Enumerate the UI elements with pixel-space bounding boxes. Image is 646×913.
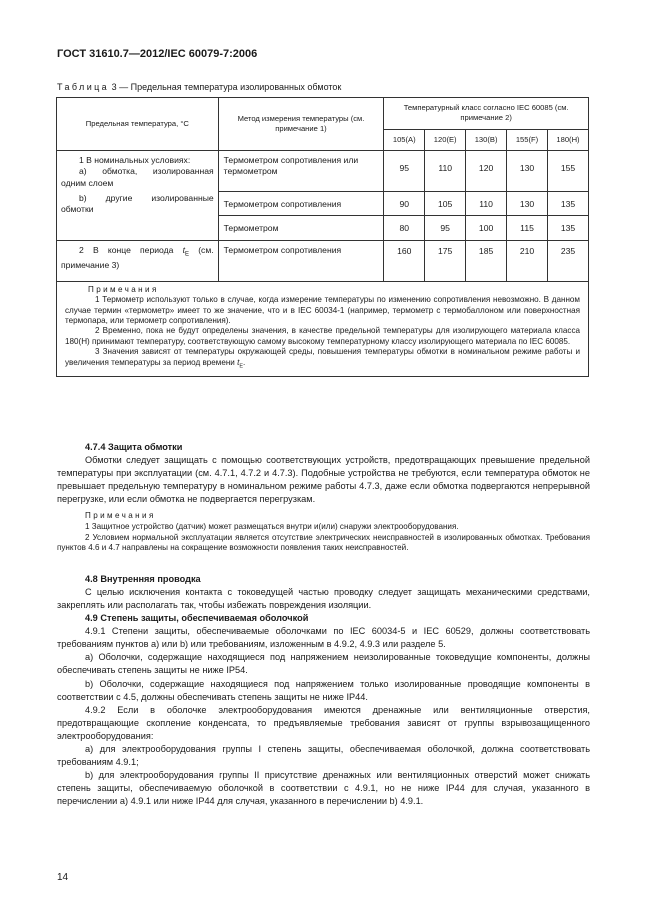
method-cell: Термометром bbox=[218, 216, 384, 241]
table-row bbox=[57, 151, 589, 192]
paragraph: b) Оболочки, содержащие находящиеся под напряжением только изолированные проводящие компоненты в соответствии с 4.5, должны обеспечивать степень защиты не ниже IP44. bbox=[57, 678, 590, 702]
note-2: 2 Условием нормальной эксплуатации является отсутствие электрических неисправностей в изолированных обмотках. Требования пунктов 4.6 и 4.7 направлены на сокращение возможности появления таких неисправностей. bbox=[57, 532, 590, 553]
paragraph: 4.9.2 Если в оболочке электрооборудования имеются дренажные или вентиляционные отверстия, предотвращающие скопление конденсата, то предъявляемые требования зависят от группы взрывозащищенного электрооборудования: bbox=[57, 704, 590, 741]
value-cell: 160 bbox=[384, 241, 425, 282]
value-cell: 235 bbox=[547, 241, 588, 282]
table-notes-title: Примечания bbox=[88, 285, 159, 294]
row1-label: 1 В номинальных условиях: bbox=[79, 155, 191, 165]
table-note-3: 3 Значения зависят от температуры окружающей среды, повышения температуры обмотки в номинальном режиме работы и увеличения температуры за период времени $t_E$. bbox=[65, 347, 580, 370]
class-155f: 155(F) bbox=[507, 129, 548, 150]
table-notes bbox=[57, 282, 589, 377]
value-cell: 110 bbox=[425, 151, 466, 192]
value-cell: 115 bbox=[507, 216, 548, 241]
value-cell: 130 bbox=[507, 192, 548, 216]
section-4-8 bbox=[57, 573, 590, 808]
section-heading: 4.9 Степень защиты, обеспечиваемая оболочкой bbox=[85, 613, 309, 624]
value-cell: 95 bbox=[425, 216, 466, 241]
method-cell: Термометром сопротивления или термометром bbox=[218, 151, 384, 192]
value-cell: 210 bbox=[507, 241, 548, 282]
table-row bbox=[57, 241, 589, 282]
temperature-table bbox=[56, 97, 589, 377]
row2-label: 2 В конце периода $t_E$ (см. примечание 3) bbox=[57, 241, 219, 282]
header-limit-temperature: Предельная температура, °С bbox=[57, 98, 219, 151]
paragraph: а) Оболочки, содержащие находящиеся под напряжением неизолированные токоведущие компоненты, должны обеспечивать степень защиты не ниже IP54. bbox=[57, 652, 590, 676]
paragraph: а) для электрооборудования группы I степень защиты, обеспечиваемая оболочкой, должна соответствовать требованиям 4.9.1; bbox=[57, 743, 590, 767]
class-105a: 105(A) bbox=[384, 129, 425, 150]
value-cell: 135 bbox=[547, 216, 588, 241]
value-cell: 80 bbox=[384, 216, 425, 241]
class-180h: 180(H) bbox=[547, 129, 588, 150]
class-130b: 130(B) bbox=[466, 129, 507, 150]
table-caption-text: 3 — Предельная температура изолированных обмоток bbox=[109, 82, 342, 92]
value-cell: 105 bbox=[425, 192, 466, 216]
table-note-1: 1 Термометр используют только в случае, когда измерение температуры по изменению сопротивления невозможно. В данном случае термин «термометр» имеет то же значение, что и в IEC 60034-1 (например, термометр с термобаллоном или поверхностная термопара, или термометр сопротивления). bbox=[65, 295, 580, 326]
value-cell: 100 bbox=[466, 216, 507, 241]
section-heading: 4.8 Внутренняя проводка bbox=[85, 574, 201, 584]
class-120e: 120(E) bbox=[425, 129, 466, 150]
value-cell: 130 bbox=[507, 151, 548, 192]
header-temperature-class: Температурный класс согласно IEC 60085 (см. примечание 2) bbox=[384, 98, 589, 130]
paragraph: b) для электрооборудования группы II присутствие дренажных или вентиляционных отверстий может снижать степень защиты, обеспечиваемую оболочкой в соответствии с 4.9.1, но не ниже IP44 для случая, указанного в перечислении а) 4.9.1 или ниже IP44 для случая, указанного в перечислении b) 4.9.1. bbox=[57, 769, 590, 807]
method-cell: Термометром сопротивления bbox=[218, 241, 384, 282]
section-notes bbox=[57, 511, 590, 554]
row1a-label: а) обмотка, изолированная одним слоем bbox=[61, 166, 214, 188]
document-header: ГОСТ 31610.7—2012/IEC 60079-7:2006 bbox=[57, 48, 258, 60]
value-cell: 155 bbox=[547, 151, 588, 192]
page-number: 14 bbox=[57, 872, 69, 883]
value-cell: 120 bbox=[466, 151, 507, 192]
value-cell: 110 bbox=[466, 192, 507, 216]
notes-title: Примечания bbox=[85, 511, 156, 521]
row1b-label: b) другие изолированные обмотки bbox=[61, 193, 214, 215]
section-4-7-4 bbox=[57, 441, 590, 554]
method-cell: Термометром сопротивления bbox=[218, 192, 384, 216]
value-cell: 135 bbox=[547, 192, 588, 216]
value-cell: 95 bbox=[384, 151, 425, 192]
value-cell: 175 bbox=[425, 241, 466, 282]
paragraph: Обмотки следует защищать с помощью соответствующих устройств, предотвращающих превышение предельной температуры при эксплуатации (см. 4.7.1, 4.7.2 и 4.7.3). Подобные устройства не требуются, если температура обмоток не превышает предельную температуру в номинальном режиме работы 4.7.3, даже если обмотка подвергаются непрерывной перегрузке, или если обмотка не подвергается перегрузкам. bbox=[57, 455, 590, 505]
paragraph: С целью исключения контакта с токоведущей частью проводку следует защищать механическими средствами, закреплять или располагать так, чтобы избежать повреждения изоляции. bbox=[57, 587, 590, 611]
row1-label-cell bbox=[57, 151, 219, 241]
paragraph: 4.9.1 Степени защиты, обеспечиваемые оболочками по IEC 60034-5 и IEC 60529, должны соответствовать требованиям пунктов а) или b) или требованиям, изложенным в 4.9.2, 4.9.3 или разделе 5. bbox=[57, 626, 590, 650]
table-note-2: 2 Временно, пока не будут определены значения, в качестве предельной температуры для изолирующего материала класса 180(Н) принимают температуру, соответствующую самому высокому температурному классу изолирующего материала по IEC 60085. bbox=[65, 326, 580, 346]
value-cell: 185 bbox=[466, 241, 507, 282]
value-cell: 90 bbox=[384, 192, 425, 216]
header-measurement-method: Метод измерения температуры (см. примечание 1) bbox=[218, 98, 384, 151]
note-1: 1 Защитное устройство (датчик) может размещаться внутри и(или) снаружи электрооборудования. bbox=[85, 521, 459, 531]
table-caption-prefix: Таблица bbox=[57, 82, 110, 92]
section-heading: 4.7.4 Защита обмотки bbox=[85, 442, 183, 452]
table-caption bbox=[57, 82, 341, 92]
